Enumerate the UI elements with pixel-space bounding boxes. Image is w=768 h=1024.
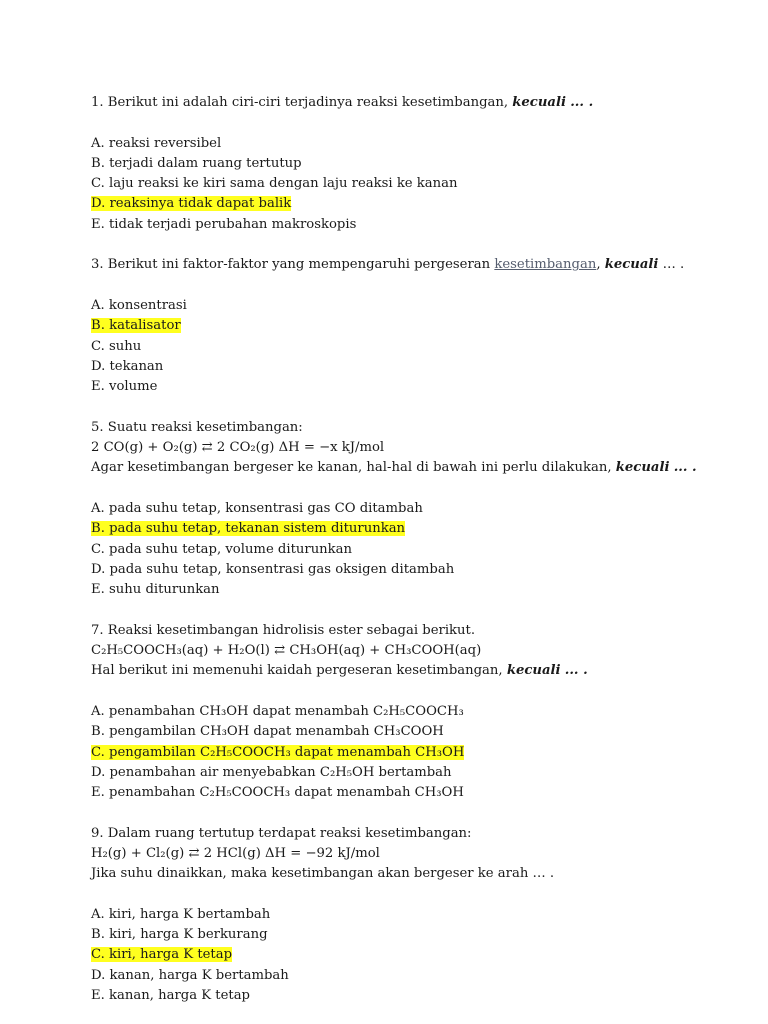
q5-option-b	[91, 519, 731, 539]
question-7-equation: C₂H₅COOCH₃(aq) + H₂O(l) ⇄ CH₃OH(aq) + CH₃COOH(aq)	[91, 643, 482, 659]
quiz-document	[91, 93, 731, 1006]
q3-option-c: C. suhu	[91, 338, 142, 354]
kesetimbangan-link[interactable]: kesetimbangan	[494, 257, 597, 273]
q7-option-d: D. penambahan air menyebabkan C₂H₅OH bertambah	[91, 764, 452, 780]
q7-option-b: B. pengambilan CH₃OH dapat menambah CH₃COOH	[91, 724, 444, 740]
answer-highlight: C. kiri, harga K tetap	[91, 947, 233, 963]
question-9-equation: H₂(g) + Cl₂(g) ⇄ 2 HCl(g) ΔH = −92 kJ/mol	[91, 845, 380, 861]
q1-option-d	[91, 194, 731, 214]
q3-option-e: E. volume	[91, 379, 158, 395]
q3-option-a: A. konsentrasi	[91, 297, 187, 313]
answer-highlight: B. katalisator	[91, 318, 181, 334]
answer-highlight: B. pada suhu tetap, tekanan sistem diturunkan	[91, 521, 406, 537]
q3-option-b	[91, 316, 731, 336]
q1-option-b: B. terjadi dalam ruang tertutup	[91, 155, 302, 171]
answer-highlight: D. reaksinya tidak dapat balik	[91, 196, 292, 212]
q7-option-c	[91, 743, 731, 763]
q7-option-a: A. penambahan CH₃OH dapat menambah C₂H₅COOCH₃	[91, 703, 464, 719]
q5-option-a: A. pada suhu tetap, konsentrasi gas CO ditambah	[91, 500, 423, 516]
question-5-equation: 2 CO(g) + O₂(g) ⇄ 2 CO₂(g) ΔH = −x kJ/mol	[91, 440, 385, 456]
question-7-stem: 7. Reaksi kesetimbangan hidrolisis ester sebagai berikut.	[91, 622, 476, 638]
question-5-stem: 5. Suatu reaksi kesetimbangan:	[91, 419, 303, 435]
question-1-stem: 1. Berikut ini adalah ciri-ciri terjadinya reaksi kesetimbangan, kecuali ... .	[91, 95, 594, 110]
question-3-stem: 3. Berikut ini faktor-faktor yang mempengaruhi pergeseran kesetimbangan, kecuali … .	[91, 257, 685, 273]
question-5-stem-2: Agar kesetimbangan bergeser ke kanan, hal-hal di bawah ini perlu dilakukan, kecuali ... .	[91, 460, 697, 476]
question-9-stem: 9. Dalam ruang tertutup terdapat reaksi kesetimbangan:	[91, 825, 472, 841]
question-9-stem-2: Jika suhu dinaikkan, maka kesetimbangan akan bergeser ke arah … .	[91, 866, 555, 882]
q3-option-d: D. tekanan	[91, 358, 164, 374]
q1-option-a: A. reaksi reversibel	[91, 135, 222, 151]
q9-option-a: A. kiri, harga K bertambah	[91, 906, 271, 922]
q9-option-e: E. kanan, harga K tetap	[91, 988, 251, 1004]
q7-option-e: E. penambahan C₂H₅COOCH₃ dapat menambah CH₃OH	[91, 785, 464, 801]
q9-option-d: D. kanan, harga K bertambah	[91, 967, 289, 983]
answer-highlight: C. pengambilan C₂H₅COOCH₃ dapat menambah CH₃OH	[91, 744, 465, 760]
q5-option-d: D. pada suhu tetap, konsentrasi gas oksigen ditambah	[91, 561, 455, 577]
q5-option-c: C. pada suhu tetap, volume diturunkan	[91, 541, 353, 557]
question-7-stem-2: Hal berikut ini memenuhi kaidah pergeseran kesetimbangan, kecuali ... .	[91, 663, 588, 679]
q1-option-c: C. laju reaksi ke kiri sama dengan laju reaksi ke kanan	[91, 176, 458, 192]
q9-option-c	[91, 945, 731, 965]
q9-option-b: B. kiri, harga K berkurang	[91, 927, 268, 943]
q5-option-e: E. suhu diturunkan	[91, 582, 220, 598]
q1-option-e: E. tidak terjadi perubahan makroskopis	[91, 216, 357, 232]
